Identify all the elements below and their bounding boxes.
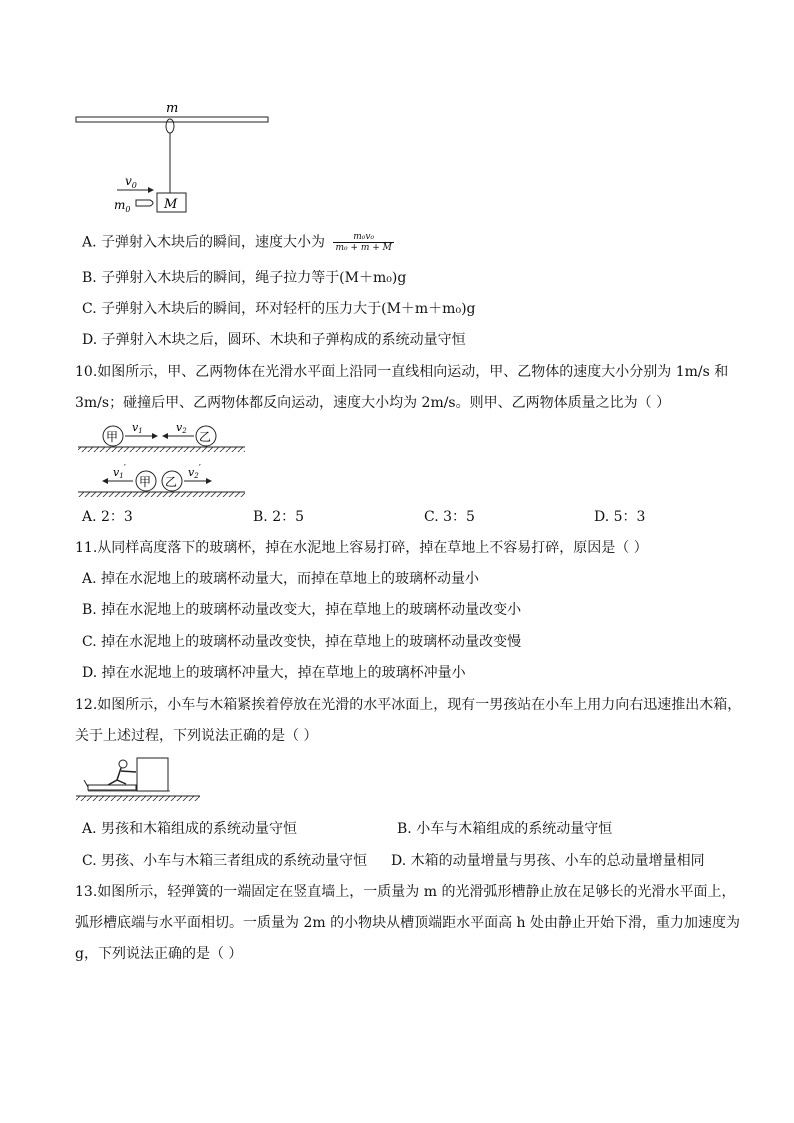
- ring-mass-label: m: [166, 101, 179, 116]
- q10-option-b: B. 2：5: [253, 509, 305, 525]
- boy-head: [119, 760, 127, 768]
- q11-option-d: D. 掉在水泥地上的玻璃杯冲量大，掉在草地上的玻璃杯冲量小: [82, 665, 466, 681]
- v2p-label: v2′: [188, 464, 201, 480]
- q12-option-b: B. 小车与木箱组成的系统动量守恒: [397, 821, 613, 837]
- q10-stem-line2: 3m/s；碰撞后甲、乙两物体都反向运动，速度大小均为 2m/s。则甲、乙两物体质量之比为（ ）: [75, 395, 671, 411]
- q9-option-a-text: A. 子弹射入木块后的瞬间，速度大小为: [82, 234, 326, 251]
- yi-label-before: 乙: [199, 430, 212, 444]
- q9-option-d: D. 子弹射入木块之后，圆环、木块和子弹构成的系统动量守恒: [82, 332, 466, 348]
- yi-label-after: 乙: [165, 475, 178, 489]
- q10-option-d: D. 5：3: [594, 509, 646, 525]
- q9-option-c: C. 子弹射入木块后的瞬间，环对轻杆的压力大于(M＋m＋m₀)g: [82, 301, 476, 317]
- jia-label-before: 甲: [106, 430, 119, 444]
- q13-stem-line3: g，下列说法正确的是（ ）: [75, 946, 243, 962]
- q10-option-a: A. 2：3: [82, 509, 133, 525]
- q12-option-d: D. 木箱的动量增量与男孩、小车的总动量增量相同: [391, 853, 705, 869]
- fraction-denominator: m₀ + m + M: [335, 243, 392, 253]
- ground-q12-hatch: [76, 796, 200, 801]
- q11-stem: 11.从同样高度落下的玻璃杯，掉在水泥地上容易打碎，掉在草地上不容易打碎，原因是（ ）: [75, 540, 648, 556]
- jia-label-after: 甲: [139, 475, 152, 489]
- q12-option-c: C. 男孩、小车与木箱三者组成的系统动量守恒: [82, 853, 368, 869]
- q12-stem-line2: 关于上述过程，下列说法正确的是（ ）: [75, 728, 318, 744]
- v0-label: $v_0$: [125, 174, 137, 190]
- boy-body: [108, 768, 136, 785]
- q11-option-a: A. 掉在水泥地上的玻璃杯动量大，而掉在草地上的玻璃杯动量小: [82, 571, 480, 587]
- block-mass-label: M: [164, 197, 178, 212]
- q10-option-c: C. 3：5: [424, 509, 475, 525]
- q13-stem-line1: 13.如图所示，轻弹簧的一端固定在竖直墙上，一质量为 m 的光滑弧形槽静止放在足够长的光滑水平面上，: [75, 884, 736, 900]
- v1-label: v1: [132, 421, 143, 435]
- q13-stem-line2: 弧形槽底端与水平面相切。一质量为 2m 的小物块从槽顶端距水平面高 h 处由静止开始下滑，重力加速度为: [75, 915, 740, 931]
- bullet-mass-label: $m_0$: [114, 198, 131, 214]
- fraction-numerator: m₀v₀: [333, 232, 393, 243]
- q12-stem-line1: 12.如图所示，小车与木箱紧挨着停放在光滑的水平冰面上，现有一男孩站在小车上用力向右迅速推出木箱，: [75, 697, 742, 713]
- cart-body: [88, 785, 136, 790]
- cart-front: [84, 780, 88, 787]
- q9-option-b: B. 子弹射入木块后的瞬间，绳子拉力等于(M＋m₀)g: [82, 270, 407, 286]
- q11-option-b: B. 掉在水泥地上的玻璃杯动量改变大，掉在草地上的玻璃杯动量改变小: [82, 602, 522, 618]
- q10-stem-line1: 10.如图所示，甲、乙两物体在光滑水平面上沿同一直线相向运动，甲、乙物体的速度大小分别为 1m/s 和: [75, 364, 729, 380]
- q11-option-c: C. 掉在水泥地上的玻璃杯动量改变快，掉在草地上的玻璃杯动量改变慢: [82, 634, 522, 650]
- v2-label: v2: [176, 421, 187, 435]
- v1p-label: v1′: [113, 464, 126, 480]
- q12-option-a: A. 男孩和木箱组成的系统动量守恒: [82, 821, 298, 837]
- wooden-box: [137, 758, 168, 791]
